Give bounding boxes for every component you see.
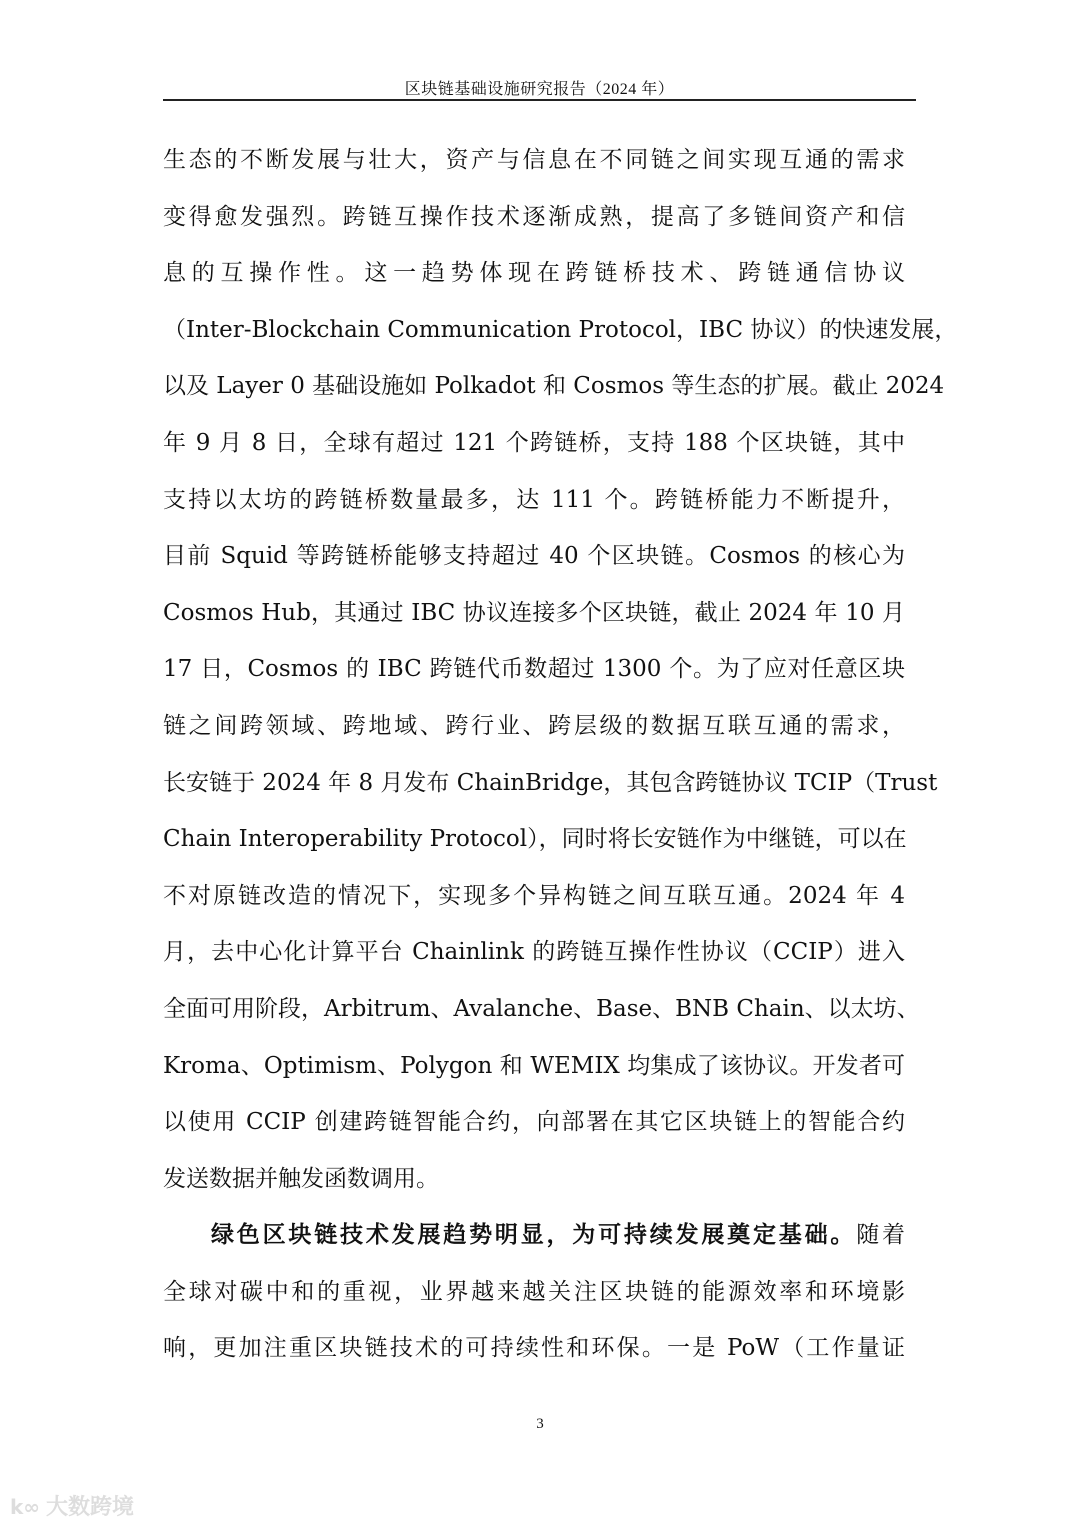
watermark-text: 大数跨境 [45, 1495, 134, 1520]
text-line: 响，更加注重区块链技术的可持续性和环保。一是 PoW（工作量证 [163, 1335, 905, 1362]
text-line: 以使用 CCIP 创建跨链智能合约，向部署在其它区块链上的智能合约 [163, 1109, 905, 1136]
text-line: 变得愈发强烈。跨链互操作技术逐渐成熟，提高了多链间资产和信 [163, 203, 905, 230]
text-line: 全面可用阶段，Arbitrum、Avalanche、Base、BNB Chain、以太坊、 [163, 995, 920, 1022]
text-line: Chain Interoperability Protocol），同时将长安链作为中继链，可以在 [163, 826, 907, 853]
document-body [163, 140, 958, 1385]
text-line: 目前 Squid 等跨链桥能够支持超过 40 个区块链。Cosmos 的核心为 [163, 543, 905, 570]
header-rule [163, 99, 916, 101]
running-header: 区块链基础设施研究报告（2024 年） [404, 81, 675, 98]
paragraph-green-blockchain [163, 1215, 905, 1385]
text-line: 支持以太坊的跨链桥数量最多，达 111 个。跨链桥能力不断提升， [163, 486, 905, 513]
text-line: （Inter-Blockchain Communication Protocol，IBC 协议）的快速发展， [163, 316, 958, 343]
paragraph-cross-chain [163, 140, 958, 1215]
page-number: 3 [536, 1416, 544, 1432]
text-line: Kroma、Optimism、Polygon 和 WEMIX 均集成了该协议。开发者可 [163, 1052, 905, 1079]
text-line: 以及 Layer 0 基础设施如 Polkadot 和 Cosmos 等生态的扩展。截止 2024 [163, 373, 945, 400]
text-line: 长安链于 2024 年 8 月发布 ChainBridge，其包含跨链协议 TCIP（Trust [163, 769, 938, 796]
bold-lead: 绿色区块链技术发展趋势明显，为可持续发展奠定基础。 [211, 1221, 857, 1249]
text-line: Cosmos Hub，其通过 IBC 协议连接多个区块链，截止 2024 年 10 月 [163, 599, 905, 626]
watermark-logo: k∞ [10, 1495, 40, 1519]
text-line: 生态的不断发展与壮大，资产与信息在不同链之间实现互通的需求 [163, 147, 905, 173]
text-line [163, 1215, 905, 1272]
text-line: 17 日，Cosmos 的 IBC 跨链代币数超过 1300 个。为了应对任意区块 [163, 656, 905, 683]
text-line: 年 9 月 8 日，全球有超过 121 个跨链桥，支持 188 个区块链，其中 [163, 429, 905, 456]
text-line: 息的互操作性。这一趋势体现在跨链桥技术、跨链通信协议 [163, 260, 905, 287]
text-line: 发送数据并触发函数调用。 [163, 1165, 439, 1192]
text-line: 链之间跨领域、跨地域、跨行业、跨层级的数据互联互通的需求， [163, 712, 905, 739]
text-line: 月，去中心化计算平台 Chainlink 的跨链互操作性协议（CCIP）进入 [163, 939, 905, 966]
text-line: 全球对碳中和的重视，业界越来越关注区块链的能源效率和环境影 [163, 1278, 905, 1305]
text-line: 不对原链改造的情况下，实现多个异构链之间互联互通。2024 年 4 [163, 882, 905, 909]
lead-continuation: 随着 [856, 1222, 906, 1249]
watermark [10, 1490, 134, 1521]
